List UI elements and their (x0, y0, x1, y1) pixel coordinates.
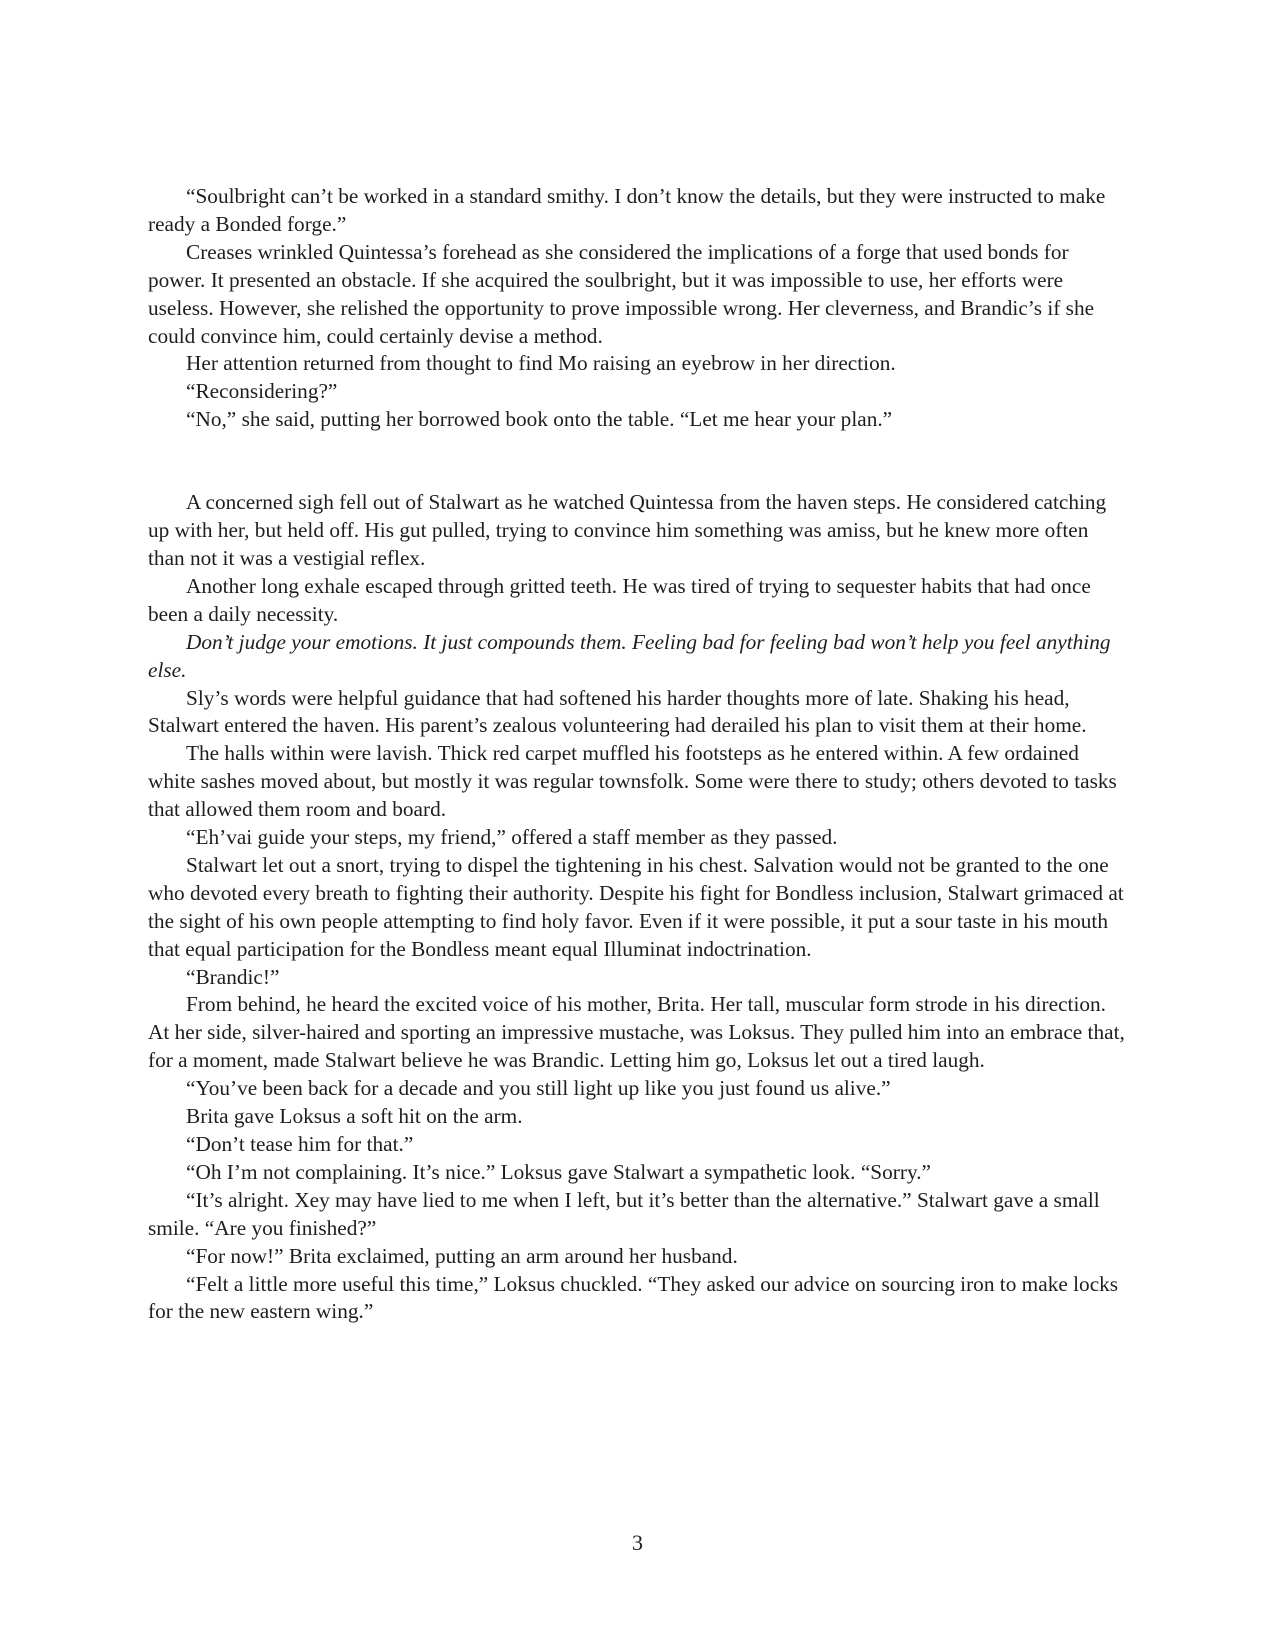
paragraph: The halls within were lavish. Thick red carpet muffled his footsteps as he entered within. A few ordained white sashes moved about, but mostly it was regular townsfolk. Some were there to study; others devoted to tasks that allowed them room and board. (148, 741, 1117, 822)
paragraph: “It’s alright. Xey may have lied to me when I left, but it’s better than the alternative.” Stalwart gave a small smile. “Are you finished?” (148, 1187, 1100, 1240)
paragraph: “Oh I’m not complaining. It’s nice.” Loksus gave Stalwart a sympathetic look. “Sorry.” (186, 1159, 932, 1184)
paragraph: Her attention returned from thought to find Mo raising an eyebrow in her direction. (186, 351, 896, 376)
paragraph: “Soulbright can’t be worked in a standard smithy. I don’t know the details, but they were instructed to make ready a Bonded forge.” (148, 184, 1106, 236)
paragraph: “You’ve been back for a decade and you still light up like you just found us alive.” (186, 1076, 891, 1101)
paragraph: “No,” she said, putting her borrowed book onto the table. “Let me hear your plan.” (186, 407, 893, 432)
paragraph: Another long exhale escaped through gritted teeth. He was tired of trying to sequester habits that had once been a daily necessity. (148, 573, 1091, 626)
paragraph: A concerned sigh fell out of Stalwart as he watched Quintessa from the haven steps. He considered catching up with her, but held off. His gut pulled, trying to convince him something was amiss, but he knew more often than not it was a vestigial reflex. (148, 490, 1107, 570)
paragraph: “Eh’vai guide your steps, my friend,” offered a staff member as they passed. (186, 825, 838, 850)
paragraph: “Brandic!” (186, 964, 280, 989)
paragraph: Stalwart let out a snort, trying to dispel the tightening in his chest. Salvation would not be granted to the one who devoted every breath to fighting their authority. Despite his fight for Bondless inclusion, Stalwart grimaced at the sight of his own people attempting to find holy favor. Even if it were possible, it put a sour taste in his mouth that equal participation for the Bondless meant equal Illuminat indoctrination. (148, 852, 1124, 961)
paragraph: From behind, he heard the excited voice of his mother, Brita. Her tall, muscular form strode in his direction. At her side, silver-haired and sporting an impressive mustache, was Loksus. They pulled him into an embrace that, for a moment, made Stalwart believe he was Brandic. Letting him go, Loksus let out a tired laugh. (148, 992, 1125, 1073)
paragraph: Sly’s words were helpful guidance that had softened his harder thoughts more of late. Shaking his head, Stalwart entered the haven. His parent’s zealous volunteering had derailed his plan to visit them at their home. (148, 685, 1087, 738)
italic-thought-paragraph: Don’t judge your emotions. It just compounds them. Feeling bad for feeling bad won’t help you feel anything else. (148, 629, 1111, 682)
page-number: 3 (632, 1530, 643, 1555)
paragraph: “Felt a little more useful this time,” Loksus chuckled. “They asked our advice on sourcing iron to make locks for the new eastern wing.” (148, 1271, 1119, 1324)
paragraph: Brita gave Loksus a soft hit on the arm. (186, 1104, 523, 1129)
paragraph: “Don’t tease him for that.” (186, 1132, 414, 1156)
paragraph: Creases wrinkled Quintessa’s forehead as she considered the implications of a forge that used bonds for power. It presented an obstacle. If she acquired the soulbright, but it was impossible to use, her efforts were useless. However, she relished the opportunity to prove impossible wrong. Her cleverness, and Brandic’s if she could convince him, could certainly devise a method. (148, 239, 1095, 348)
paragraph: “Reconsidering?” (186, 379, 338, 404)
section-break (148, 434, 1128, 489)
paragraph: “For now!” Brita exclaimed, putting an arm around her husband. (186, 1243, 738, 1268)
page-body (148, 183, 1128, 1326)
